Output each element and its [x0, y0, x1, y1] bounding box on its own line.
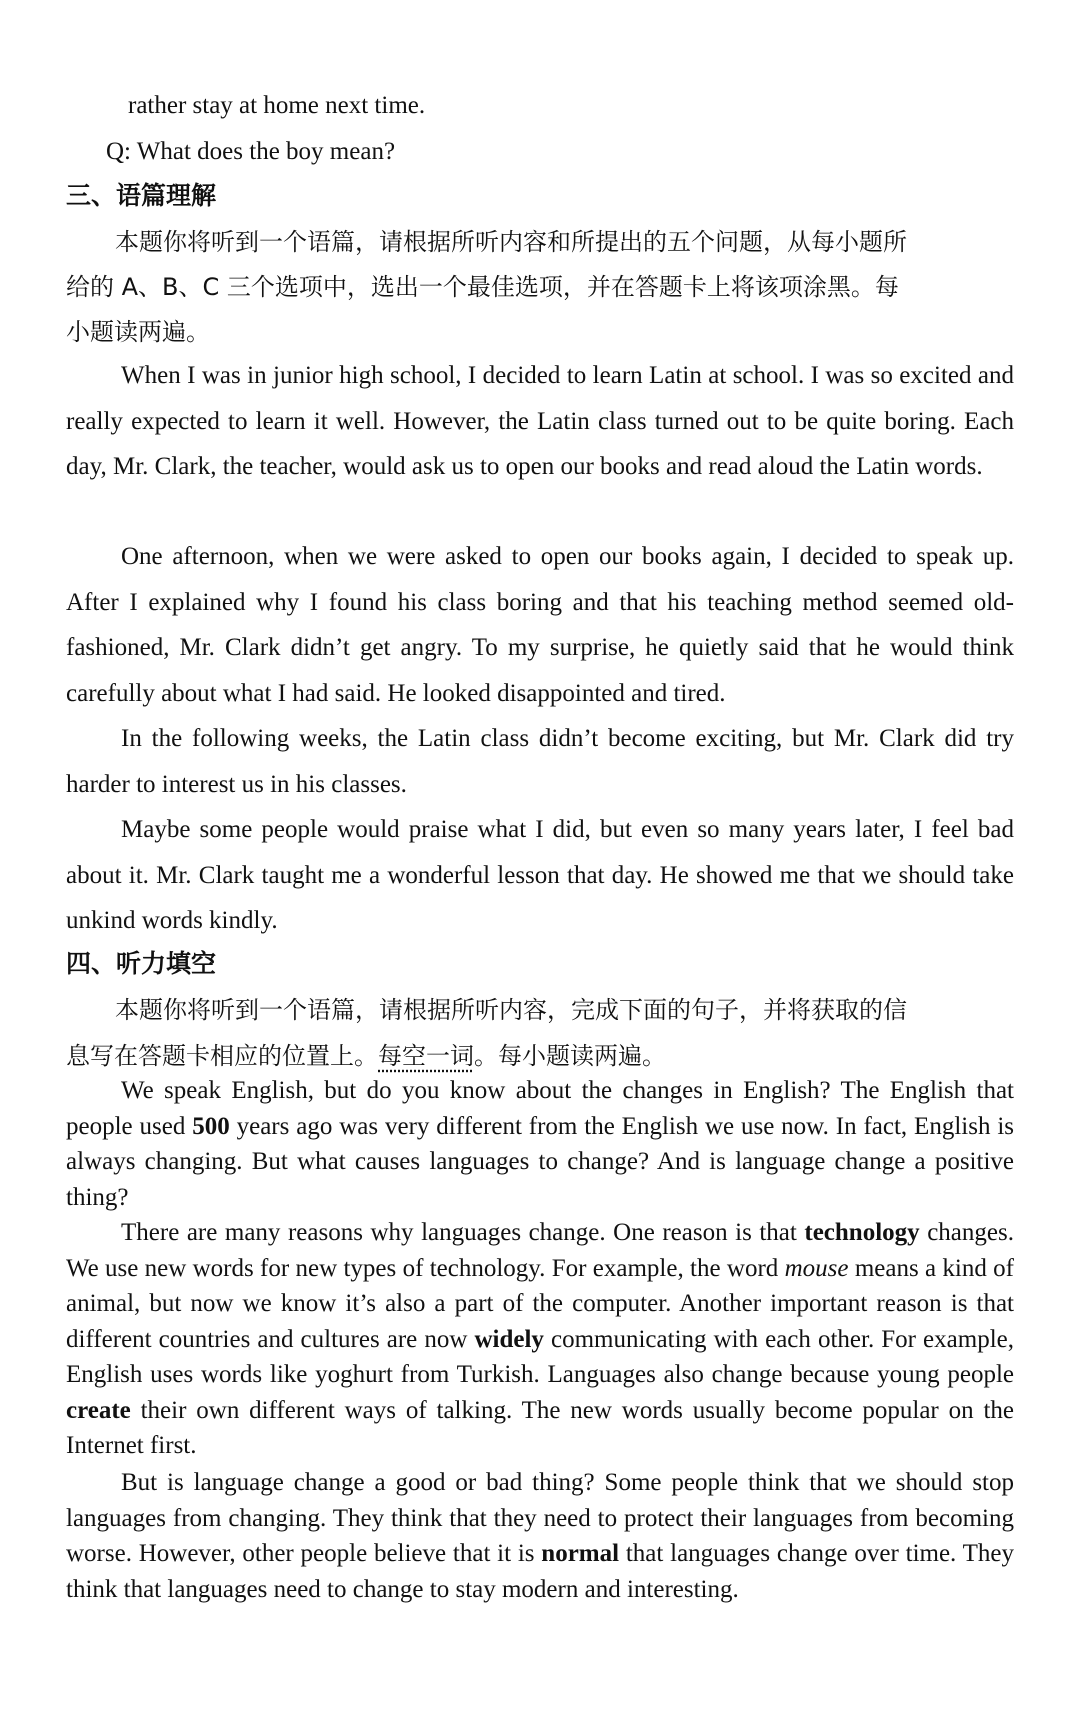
section3-paragraph: Maybe some people would praise what I did, but even so many years later, I feel bad about it. Mr. Clark taught me a wonderful lesson that day. He showed me that we should take unkind words kindly. — [66, 816, 1014, 934]
text-run: changes. We use new words for new types of technology. For example, the word — [66, 1219, 1014, 1282]
text-run: We speak English, but do you know about the changes in English? The English that people used — [66, 1077, 1014, 1140]
section3-paragraph: One afternoon, when we were asked to open our books again, I decided to speak up. After I explained why I found his class boring and that his teaching method seemed old-fashioned, Mr. Clark didn’t get angry. To my surprise, he quietly said that he would think carefully about what I had said. He looked disappointed and tired. — [66, 543, 1014, 707]
text-run: But is language change a good or bad thing? Some people think that we should stop languages from changing. They think that they need to protect their languages from becoming worse. However, other people believe that it is — [66, 1469, 1014, 1567]
text-run: their own different ways of talking. The new words usually become popular on the Internet first. — [66, 1396, 1014, 1459]
section3-instruction-line3: 小题读两遍。 — [66, 318, 210, 346]
section3-heading: 三、语篇理解 — [66, 181, 217, 210]
script-line: rather stay at home next time. — [128, 92, 426, 119]
emphasized-instruction: 每空一词 — [378, 1042, 474, 1070]
text-run: years ago was very different from the English we use now. In fact, English is always changing. But what causes languages to change? And is language change a positive thing? — [66, 1112, 1014, 1211]
italic-word: mouse — [784, 1254, 849, 1282]
answer-keyword: create — [66, 1396, 131, 1424]
section4-paragraph — [66, 1073, 1014, 1215]
instruction-text: 息写在答题卡相应的位置上。 — [66, 1042, 378, 1070]
section3-instruction-line1: 本题你将听到一个语篇，请根据所听内容和所提出的五个问题，从每小题所 — [115, 228, 907, 256]
text-run: There are many reasons why languages change. One reason is that — [121, 1219, 805, 1246]
section3-paragraph: When I was in junior high school, I decided to learn Latin at school. I was so excited and really expected to learn it well. However, the Latin class turned out to be quite boring. Each day, Mr. Clark, the teacher, would ask us to open our books and read aloud the Latin words. — [66, 362, 1014, 480]
answer-keyword: technology — [804, 1219, 920, 1246]
section3-paragraph: In the following weeks, the Latin class didn’t become exciting, but Mr. Clark did try harder to interest us in his classes. — [66, 725, 1014, 798]
script-question: Q: What does the boy mean? — [106, 138, 396, 165]
text-run: communicating with each other. For example, English uses words like yoghurt from Turkish. Languages also change because young people — [66, 1325, 1014, 1388]
section3-instruction-line2: 给的 A、B、C 三个选项中，选出一个最佳选项，并在答题卡上将该项涂黑。每 — [66, 273, 899, 301]
section4-heading: 四、听力填空 — [66, 949, 217, 978]
text-run: means a kind of animal, but now we know it’s also a part of the computer. Another important reason is that different countries and cultures are now — [66, 1254, 1015, 1353]
answer-keyword: widely — [474, 1325, 544, 1353]
instruction-text: 。每小题读两遍。 — [474, 1042, 666, 1070]
answer-keyword: 500 — [192, 1112, 230, 1140]
section4-paragraph — [66, 1465, 1014, 1607]
section4-instruction-line1: 本题你将听到一个语篇，请根据所听内容，完成下面的句子，并将获取的信 — [115, 996, 907, 1024]
section4-paragraph — [66, 1215, 1014, 1464]
section4-instruction-line2 — [66, 1036, 666, 1071]
text-run: that languages change over time. They think that languages need to change to stay modern and interesting. — [66, 1540, 1014, 1603]
answer-keyword: normal — [541, 1540, 620, 1567]
